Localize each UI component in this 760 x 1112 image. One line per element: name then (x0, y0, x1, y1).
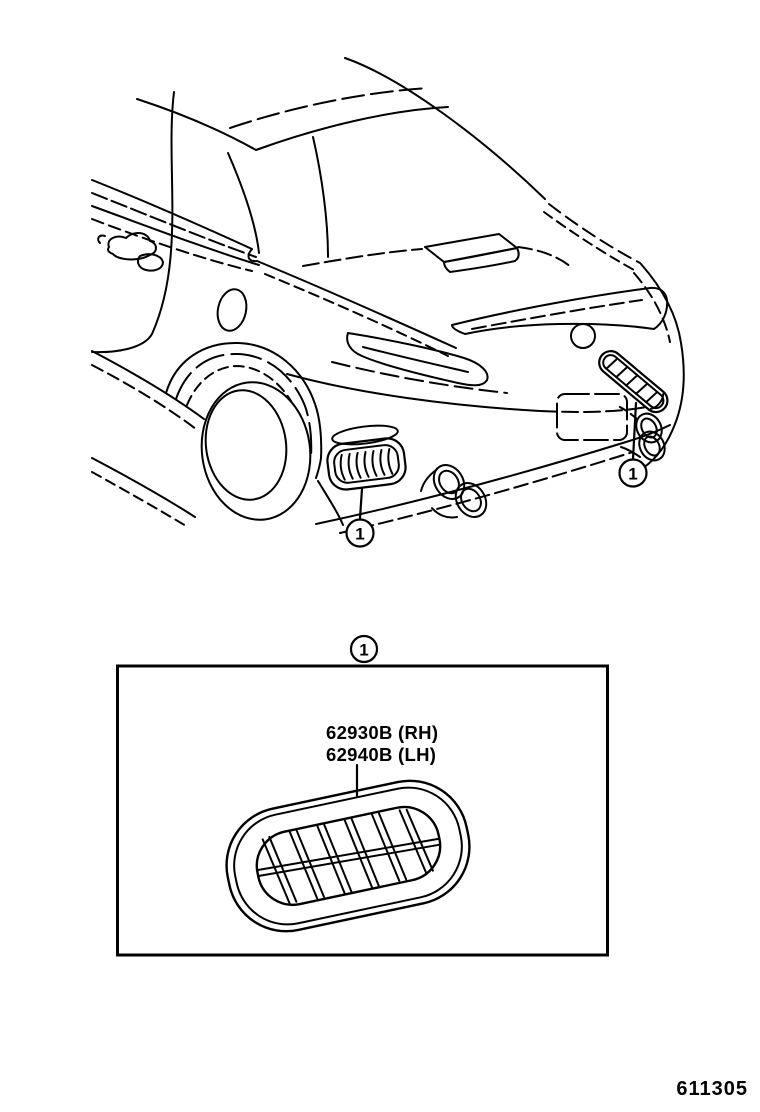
vent-louver (626, 374, 637, 387)
vent-louver (339, 455, 344, 480)
car-rear-line-art (92, 58, 684, 533)
vent-louver (347, 454, 352, 479)
car-line (634, 273, 670, 342)
car-line (265, 274, 448, 356)
detail-box (118, 636, 608, 955)
callout-number[interactable]: 1 (359, 640, 369, 660)
part-number-lh[interactable]: 62940B (LH) (326, 744, 437, 765)
car-line (92, 351, 204, 419)
vent-louver (616, 366, 627, 379)
car-line (92, 472, 186, 526)
vent-louver (606, 357, 617, 370)
wheel-arch (176, 354, 311, 457)
license-plate-recess (557, 394, 627, 440)
vent-louver (646, 391, 657, 404)
car-line (92, 365, 196, 429)
car-line (256, 107, 448, 150)
exhaust-tips-left (421, 459, 492, 522)
vent-outer-ring (216, 770, 480, 942)
car-line (345, 58, 545, 199)
exhaust-tip (631, 409, 666, 447)
car-line (313, 137, 328, 257)
car-line (228, 153, 259, 253)
exhaust-tip (428, 459, 471, 504)
callout-detail-box[interactable] (351, 636, 377, 662)
rear-bumper (287, 362, 670, 533)
car-line (544, 212, 634, 270)
callout-number[interactable]: 1 (355, 524, 365, 544)
wheel-rim (199, 385, 294, 505)
door-handle (108, 233, 156, 259)
car-line (340, 452, 633, 533)
leader-line (633, 403, 636, 459)
door-handle (98, 236, 105, 243)
vent-louver (363, 452, 368, 477)
vent-louver (371, 451, 376, 476)
figure-number: 611305 (676, 1078, 748, 1100)
vent-louver (387, 449, 392, 474)
callout-number[interactable]: 1 (628, 464, 638, 484)
detail-box-border (118, 666, 608, 955)
car-line (92, 193, 256, 257)
tire (193, 375, 319, 527)
emblem (571, 324, 595, 348)
vent-detail-drawing (216, 770, 480, 942)
bumper-vent-left (325, 423, 407, 492)
vent-louver (636, 382, 647, 395)
vent-louver (379, 450, 384, 475)
rear-wheel (166, 343, 343, 527)
fuel-door (214, 287, 250, 334)
part-number-rh[interactable]: 62930B (RH) (326, 722, 439, 743)
vent-inner (600, 352, 666, 411)
car-line (303, 249, 422, 266)
wheel-arch (187, 366, 291, 405)
vent-outer-ring-inner-edge (224, 778, 471, 934)
callout-bumper-vent[interactable] (347, 489, 374, 547)
removed-vent-part (595, 346, 673, 416)
antenna-hump (444, 248, 519, 272)
car-line (549, 204, 640, 263)
car-line (432, 508, 457, 518)
door-handle (138, 254, 163, 270)
taillight (363, 347, 468, 372)
vent-outer (325, 436, 407, 491)
vent-louver (355, 453, 360, 478)
car-line (230, 88, 428, 128)
car-line (518, 247, 572, 268)
vent-opening (250, 800, 446, 911)
car-line (92, 458, 195, 517)
exhaust-tip (634, 427, 669, 465)
